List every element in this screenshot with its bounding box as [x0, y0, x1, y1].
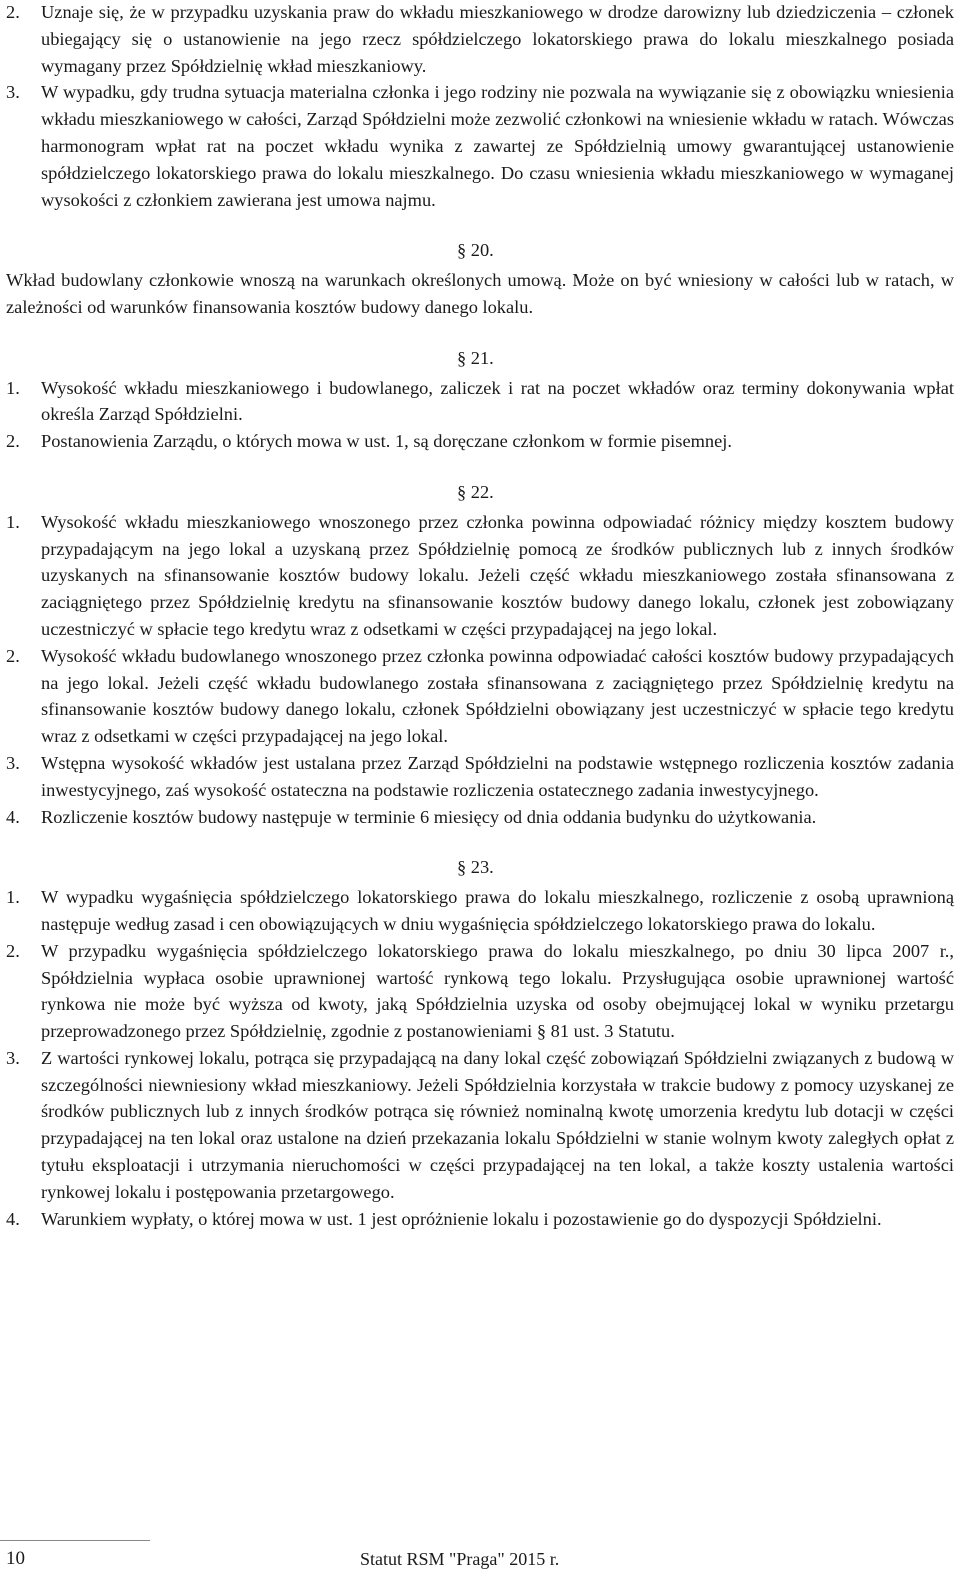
section-20 [6, 237, 954, 320]
item-text: W wypadku wygaśnięcia spółdzielczego lokatorskiego prawa do lokalu mieszkalnego, rozliczenie z osobą uprawnioną następuje według zasad i cen obowiązujących w dniu wygaśnięcia spółdzielczego lokatorskiego prawa do lokalu. [41, 887, 954, 934]
item-number: 1. [6, 511, 20, 532]
footer-title: Statut RSM "Praga" 2015 r. [360, 1549, 560, 1569]
item-text: W wypadku, gdy trudna sytuacja materialna członka i jego rodziny nie pozwala na wywiązanie się z obowiązku wniesienia wkładu mieszkaniowego w całości, Zarząd Spółdzielni może zezwolić członkowi na wniesienie wkładu w ratach. Wówczas harmonogram wpłat rat na poczet wkładu wynika z zawartej ze Spółdzielnią umowy gwarantującej ustanowienie spółdzielczego lokatorskiego prawa do lokalu mieszkalnego. Do czasu wniesienia wkładu mieszkaniowego w wymaganej wysokości z członkiem zawierana jest umowa najmu. [41, 82, 954, 210]
item-text: Warunkiem wypłaty, o której mowa w ust. 1 jest opróżnienie lokalu i pozostawienie go do dyspozycji Spółdzielni. [41, 1208, 882, 1229]
item-text: Uznaje się, że w przypadku uzyskania praw do wkładu mieszkaniowego w drodze darowizny lub dziedziczenia – członek ubiegający się o ustanowienie na jego rzecz spółdzielczego lokatorskiego prawa do lokalu mieszkalnego posiada wymagany przez Spółdzielnię wkład mieszkaniowy. [41, 2, 954, 76]
list-item [6, 79, 954, 213]
list-item [6, 0, 954, 79]
list-item [6, 428, 954, 455]
section-19-continuation [6, 0, 954, 213]
item-text: Wysokość wkładu budowlanego wnoszonego przez członka powinna odpowiadać całości kosztów budowy przypadających na jego lokal. Jeżeli część wkładu budowlanego została sfinansowana z zaciągniętego przez Spółdzielnię kredytu na sfinansowanie kosztów budowy danego lokalu, członek Spółdzielni obowiązany jest uczestniczyć w spłacie tego kredytu wraz z odsetkami w części przypadającej na jego lokal. [41, 645, 954, 747]
item-number: 4. [6, 1208, 20, 1229]
list-item [6, 643, 954, 750]
item-number: 1. [6, 887, 20, 908]
item-text: Wysokość wkładu mieszkaniowego i budowlanego, zaliczek i rat na poczet wkładów oraz terminy dokonywania wpłat określa Zarząd Spółdzielni. [41, 377, 954, 425]
item-text: Postanowienia Zarządu, o których mowa w ust. 1, są doręczane członkom w formie pisemnej. [41, 431, 732, 452]
section-paragraph: Wkład budowlany członkowie wnoszą na warunkach określonych umową. Może on być wniesiony w całości lub w ratach, w zależności od warunków finansowania kosztów budowy danego lokalu. [6, 270, 954, 317]
item-text: Wysokość wkładu mieszkaniowego wnoszonego przez członka powinna odpowiadać różnicy między kosztem budowy przypadającym na jego lokal a uzyskaną przez Spółdzielnię pomocą ze środków publicznych lub z innych środków uzyskanych na sfinansowanie kosztów budowy lokalu. Jeżeli część wkładu mieszkaniowego została sfinansowana z zaciągniętego przez Spółdzielnię kredytu na sfinansowanie kosztów budowy danego lokalu, członek jest zobowiązany uczestniczyć w spłacie tego kredytu wraz z odsetkami w części przypadającej na jego lokal. [41, 511, 954, 639]
section-21 [6, 345, 954, 455]
list-item [6, 884, 954, 938]
item-number: 4. [6, 806, 20, 827]
section-heading: § 21. [457, 347, 494, 368]
item-number: 3. [6, 82, 20, 103]
page-number: 10 [6, 1548, 25, 1569]
document-page [6, 0, 954, 1232]
list-item [6, 1206, 954, 1233]
page-footer [0, 1540, 960, 1573]
footer-divider [0, 1540, 150, 1541]
item-number: 2. [6, 2, 20, 22]
section-23 [6, 854, 954, 1232]
item-text: Rozliczenie kosztów budowy następuje w terminie 6 miesięcy od dnia oddania budynku do użytkowania. [41, 806, 817, 827]
item-number: 3. [6, 1047, 20, 1068]
list-item [6, 750, 954, 804]
section-heading: § 22. [457, 481, 494, 502]
item-number: 3. [6, 752, 20, 773]
section-heading: § 20. [457, 240, 494, 261]
list-item [6, 1045, 954, 1206]
list-item [6, 938, 954, 1045]
list-item [6, 375, 954, 429]
item-text: W przypadku wygaśnięcia spółdzielczego lokatorskiego prawa do lokalu mieszkalnego, po dniu 30 lipca 2007 r., Spółdzielnia wypłaca osobie uprawnionej wartość rynkową tego lokalu. Przysługująca osobie uprawnionej wartość rynkowa nie może być wyższa od kwoty, jaką Spółdzielnia uzyska od osoby obejmującej lokal w wyniku przetargu przeprowadzonego przez Spółdzielnię, zgodnie z postanowieniami § 81 ust. 3 Statutu. [41, 940, 954, 1042]
item-text: Z wartości rynkowej lokalu, potrąca się przypadającą na dany lokal część zobowiązań Spółdzielni związanych z budową w szczególności niewniesiony wkład mieszkaniowy. Jeżeli Spółdzielnia korzystała w trakcie budowy z pomocy uzyskanej ze środków publicznych lub z innych środków potrąca się również nominalną kwotę umorzenia kredytu lub dotacji w części przypadającej na ten lokal oraz ustalone na dzień przekazania lokalu Spółdzielni w stanie wolnym kwoty zaległych opłat z tytułu eksploatacji i utrzymania nieruchomości w części przypadającej na ten lokal, a także koszty ustalenia wartości rynkowej lokalu i postępowania przetargowego. [41, 1047, 954, 1202]
item-number: 2. [6, 431, 20, 452]
item-text: Wstępna wysokość wkładów jest ustalana przez Zarząd Spółdzielni na podstawie wstępnego rozliczenia kosztów zadania inwestycyjnego, zaś wysokość ostateczna na podstawie rozliczenia ostatecznego zadania inwestycyjnego. [41, 752, 954, 800]
item-number: 2. [6, 645, 20, 666]
item-number: 1. [6, 377, 20, 398]
section-22 [6, 479, 954, 830]
item-number: 2. [6, 940, 20, 961]
list-item [6, 804, 954, 831]
section-heading: § 23. [457, 857, 494, 878]
list-item [6, 509, 954, 643]
